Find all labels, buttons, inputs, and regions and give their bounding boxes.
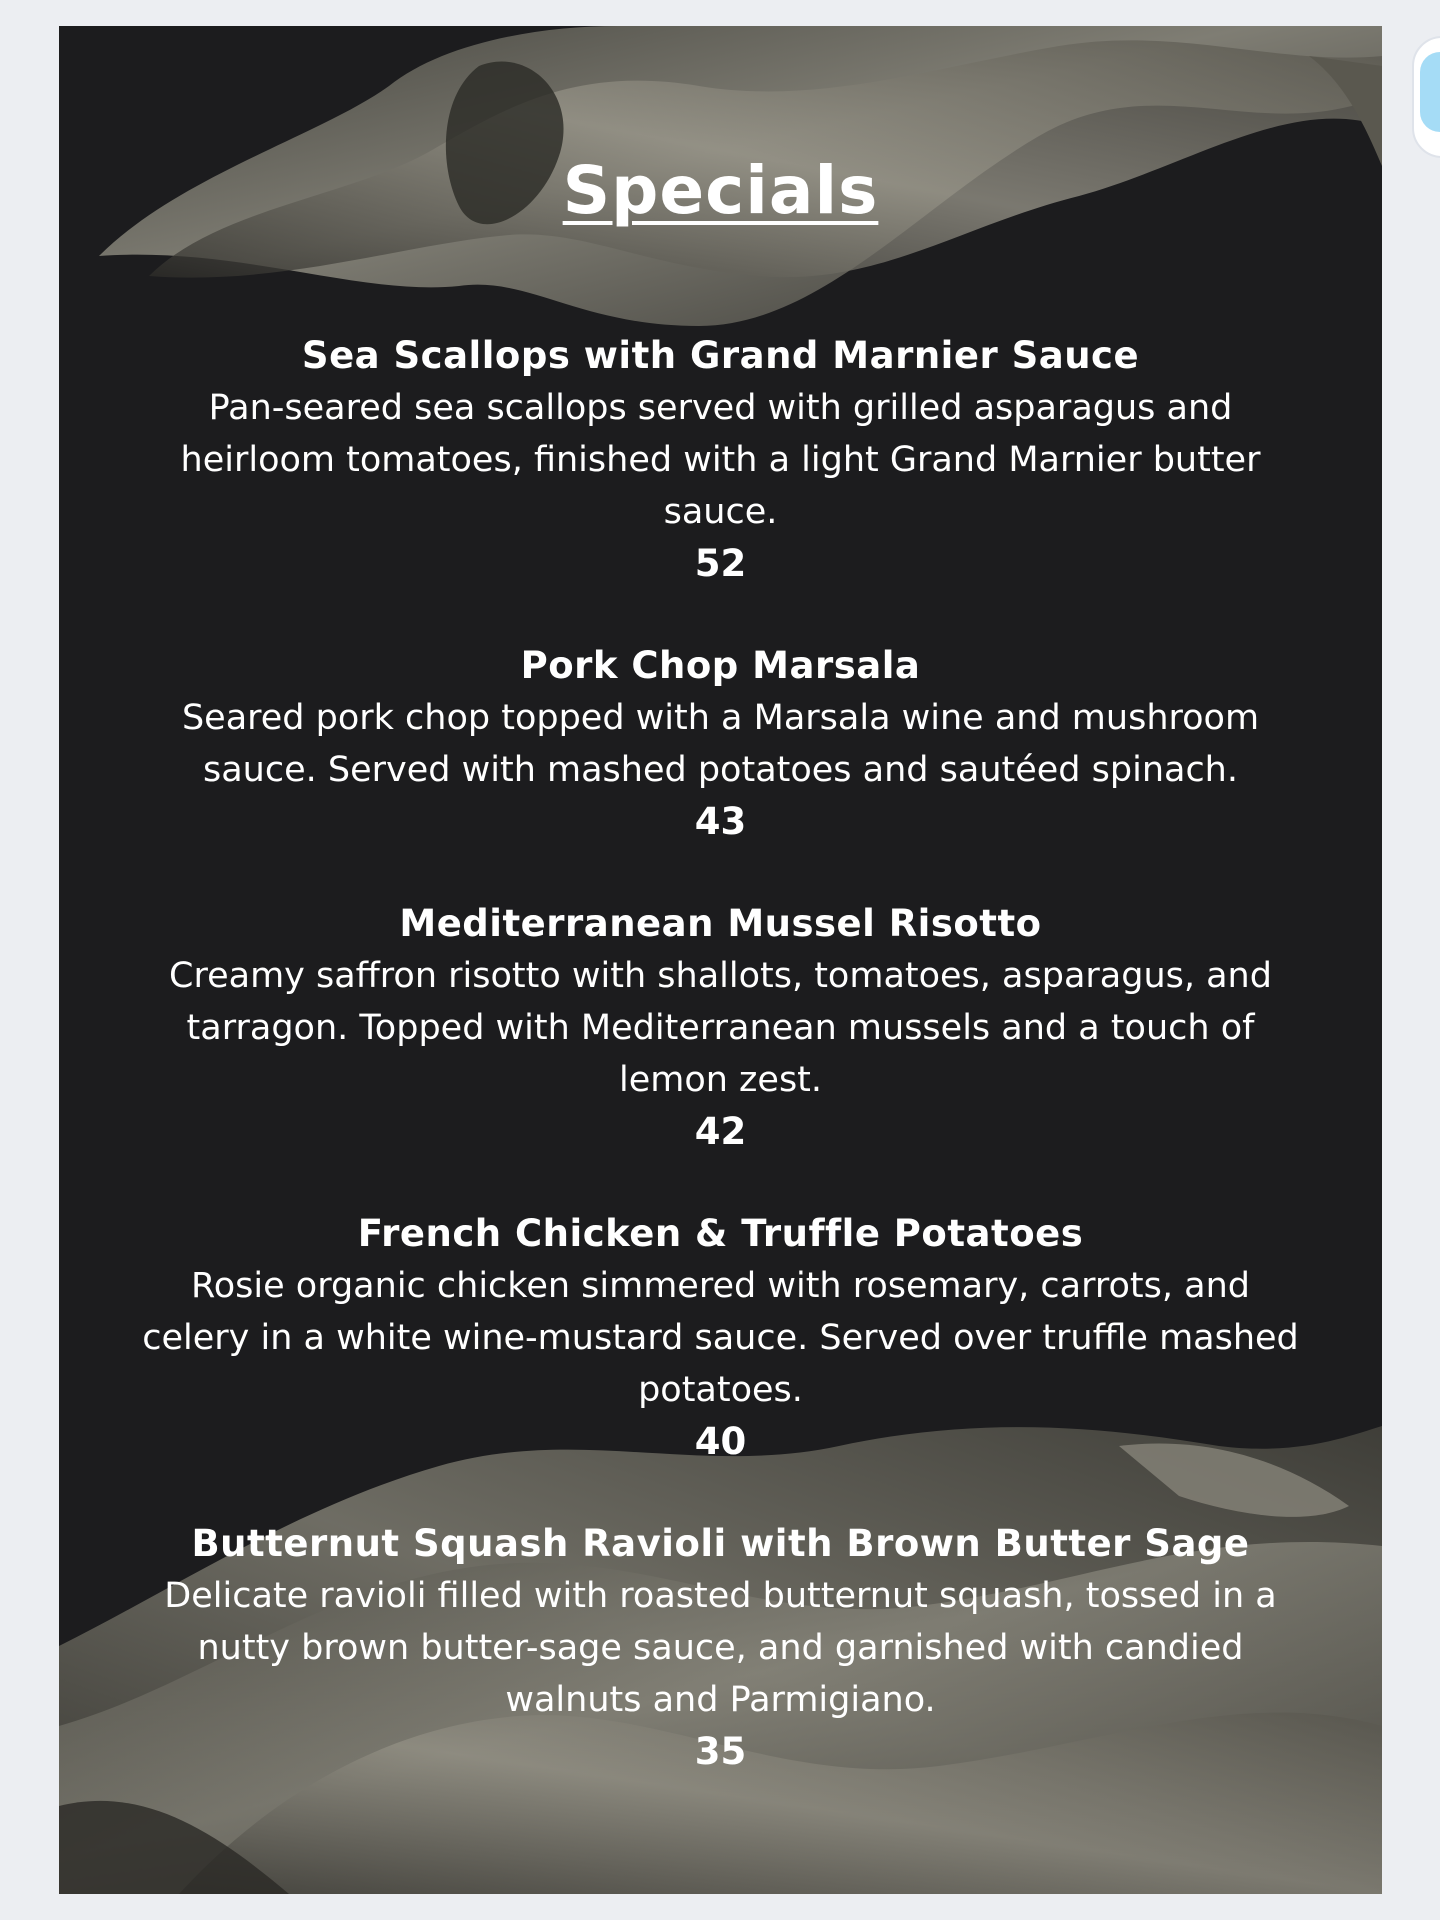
item-price: 52 [694, 542, 747, 585]
specials-list [119, 330, 1322, 1828]
item-name: Mediterranean Mussel Risotto [399, 902, 1042, 945]
item-description: Pan-seared sea scallops served with grilled asparagus and heirloom tomatoes, finished with a light Grand Marnier butter sauce. [180, 388, 1261, 532]
item-description: Creamy saffron risotto with shallots, tomatoes, asparagus, and tarragon. Topped with Mediterranean mussels and a touch of lemon zest. [169, 956, 1272, 1100]
item-price: 42 [694, 1110, 747, 1153]
item-description: Seared pork chop topped with a Marsala wine and mushroom sauce. Served with mashed potatoes and sautéed spinach. [181, 698, 1260, 790]
menu-item [119, 1518, 1322, 1778]
menu-item [119, 898, 1322, 1158]
item-name: Sea Scallops with Grand Marnier Sauce [301, 334, 1140, 377]
item-name: Butternut Squash Ravioli with Brown Butter Sage [191, 1522, 1250, 1565]
menu-item [119, 330, 1322, 590]
item-description: Rosie organic chicken simmered with rosemary, carrots, and celery in a white wine-mustard sauce. Served over truffle mashed potatoes. [142, 1266, 1299, 1410]
menu-card [59, 26, 1382, 1894]
item-name: Pork Chop Marsala [520, 644, 921, 687]
menu-item [119, 1208, 1322, 1468]
chat-bubble-icon [1420, 52, 1440, 132]
menu-title: Specials [562, 152, 879, 229]
item-price: 43 [694, 800, 747, 843]
menu-content [59, 26, 1382, 1894]
menu-item [119, 640, 1322, 848]
item-price: 40 [694, 1420, 747, 1463]
item-price: 35 [694, 1730, 747, 1773]
item-name: French Chicken & Truffle Potatoes [357, 1212, 1084, 1255]
item-description: Delicate ravioli filled with roasted butternut squash, tossed in a nutty brown butter-sage sauce, and garnished with candied walnuts and Parmigiano. [164, 1576, 1277, 1720]
